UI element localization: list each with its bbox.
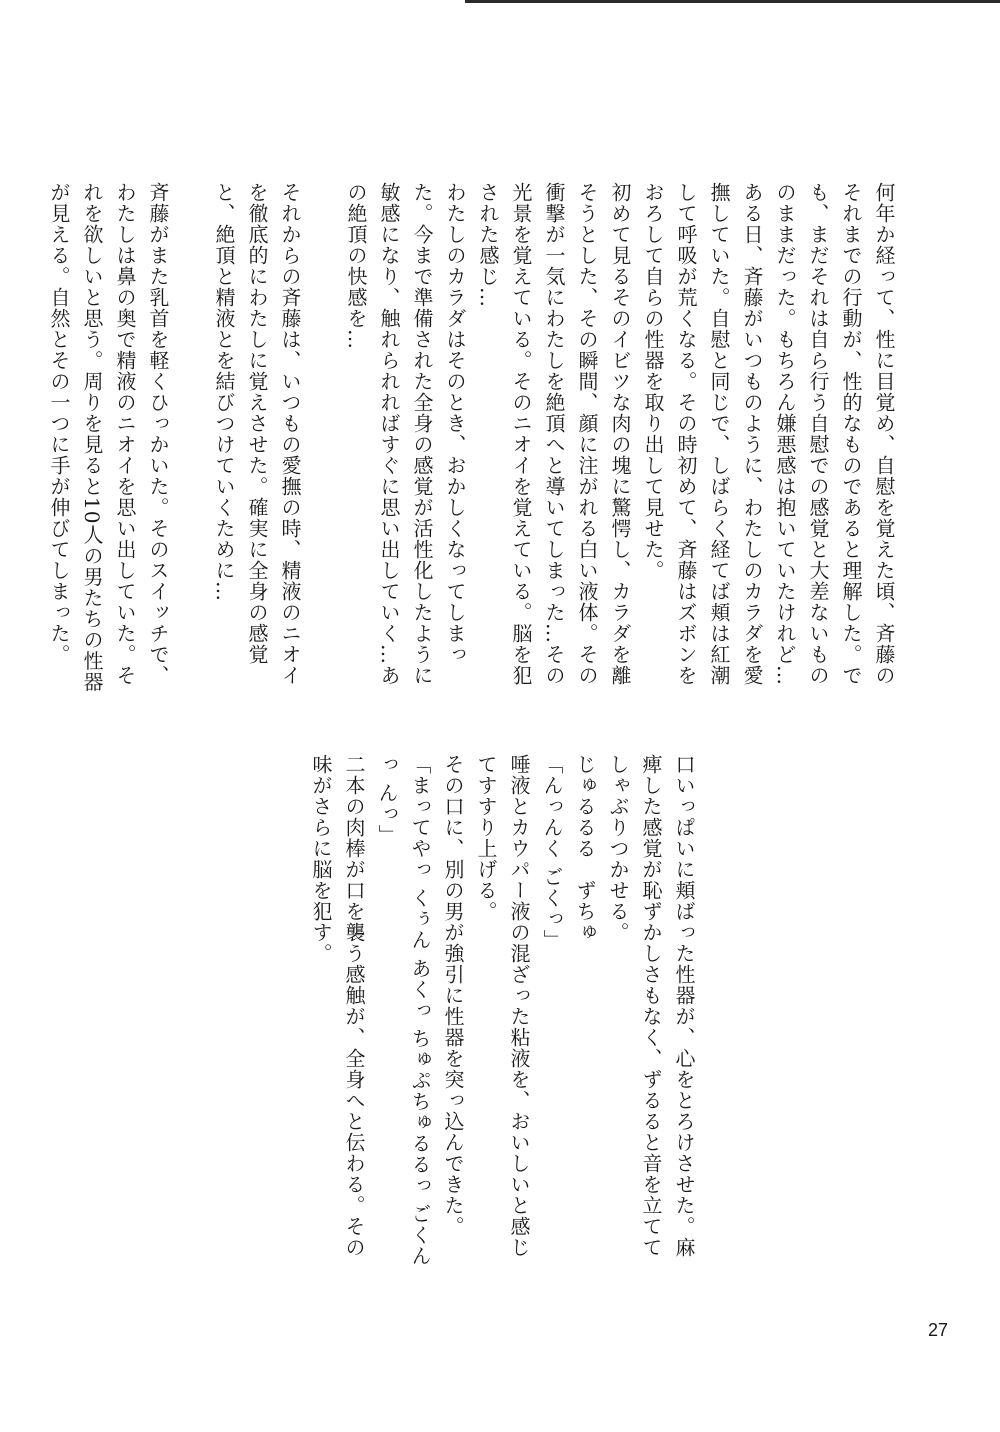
lower-text-block [304,754,700,1274]
paragraph: 口いっぱいに頬ばった性器が、心をとろけさせた。麻痺した感覚が恥ずかしさもなく、ずるると音を立ててしゃぶりつかせる。 [606,754,696,1258]
paragraph: 斉藤がまた乳首を軽くひっかいた。そのスイッチで、わたしは鼻の奥で精液のニオイを思い出していた。それを欲しいと思う。周りを見ると10人の男たちの性器が見える。自然とその一つに手が伸びてしまった。 [47,182,170,693]
paragraph: 二本の肉棒が口を襲う感触が、全身へと伝わる。その味がさらに脳を犯す。 [309,754,366,1258]
page-number: 27 [927,1320,948,1340]
paragraph: それからの斉藤は、いつもの愛撫の時、精液のニオイを徹底的にわたしに覚えさせた。確実に全身の感覚と、絶頂と精液とを結びつけていくために… [212,182,302,686]
paragraph: 何年か経って、性に目覚め、自慰を覚えた頃、斉藤のそれまでの行動が、性的なものであると理解した。でも、まだそれは自ら行う自慰での感覚と大差ないもののままだった。もちろん嫌悪感は抱いていたけれど… [773,182,896,686]
paragraph: その口に、別の男が強引に性器を突っ込んできた。 [441,754,465,1237]
top-rule-line [465,0,1000,3]
paragraph: 「まってやっ くぅん あくっ ちゅぷちゅるるっ ごくんっ んっ」 [375,754,432,1267]
paragraph: 「んっんく ごくっ」 [540,754,564,951]
paragraph: じゅるるる ずちゅ [573,754,597,943]
upper-text-block [9,182,900,702]
paragraph: ある日、斉藤がいつものように、わたしのカラダを愛撫していた。自慰と同じで、しばらく経てば頬は紅潮して呼吸が荒くなる。その時初めて、斉藤はズボンをおろして自らの性器を取り出して見せた。 [641,182,764,686]
paragraph: 唾液とカウパー液の混ざった粘液を、おいしいと感じてすすり上げる。 [474,754,531,1258]
paragraph: 初めて見るそのイビツな肉の塊に驚愕し、カラダを離そうとした、その瞬間、顔に注がれる白い液体。その衝撃が一気にわたしを絶頂へと導いてしまった…その光景を覚えている。そのニオイを覚えている。脳を犯された感じ… [476,182,632,686]
paragraph: わたしのカラダはそのとき、おかしくなってしまった。今まで準備された全身の感覚が活性化したように敏感になり、触れられればすぐに思い出していく…あの絶頂の快感を… [344,182,467,686]
